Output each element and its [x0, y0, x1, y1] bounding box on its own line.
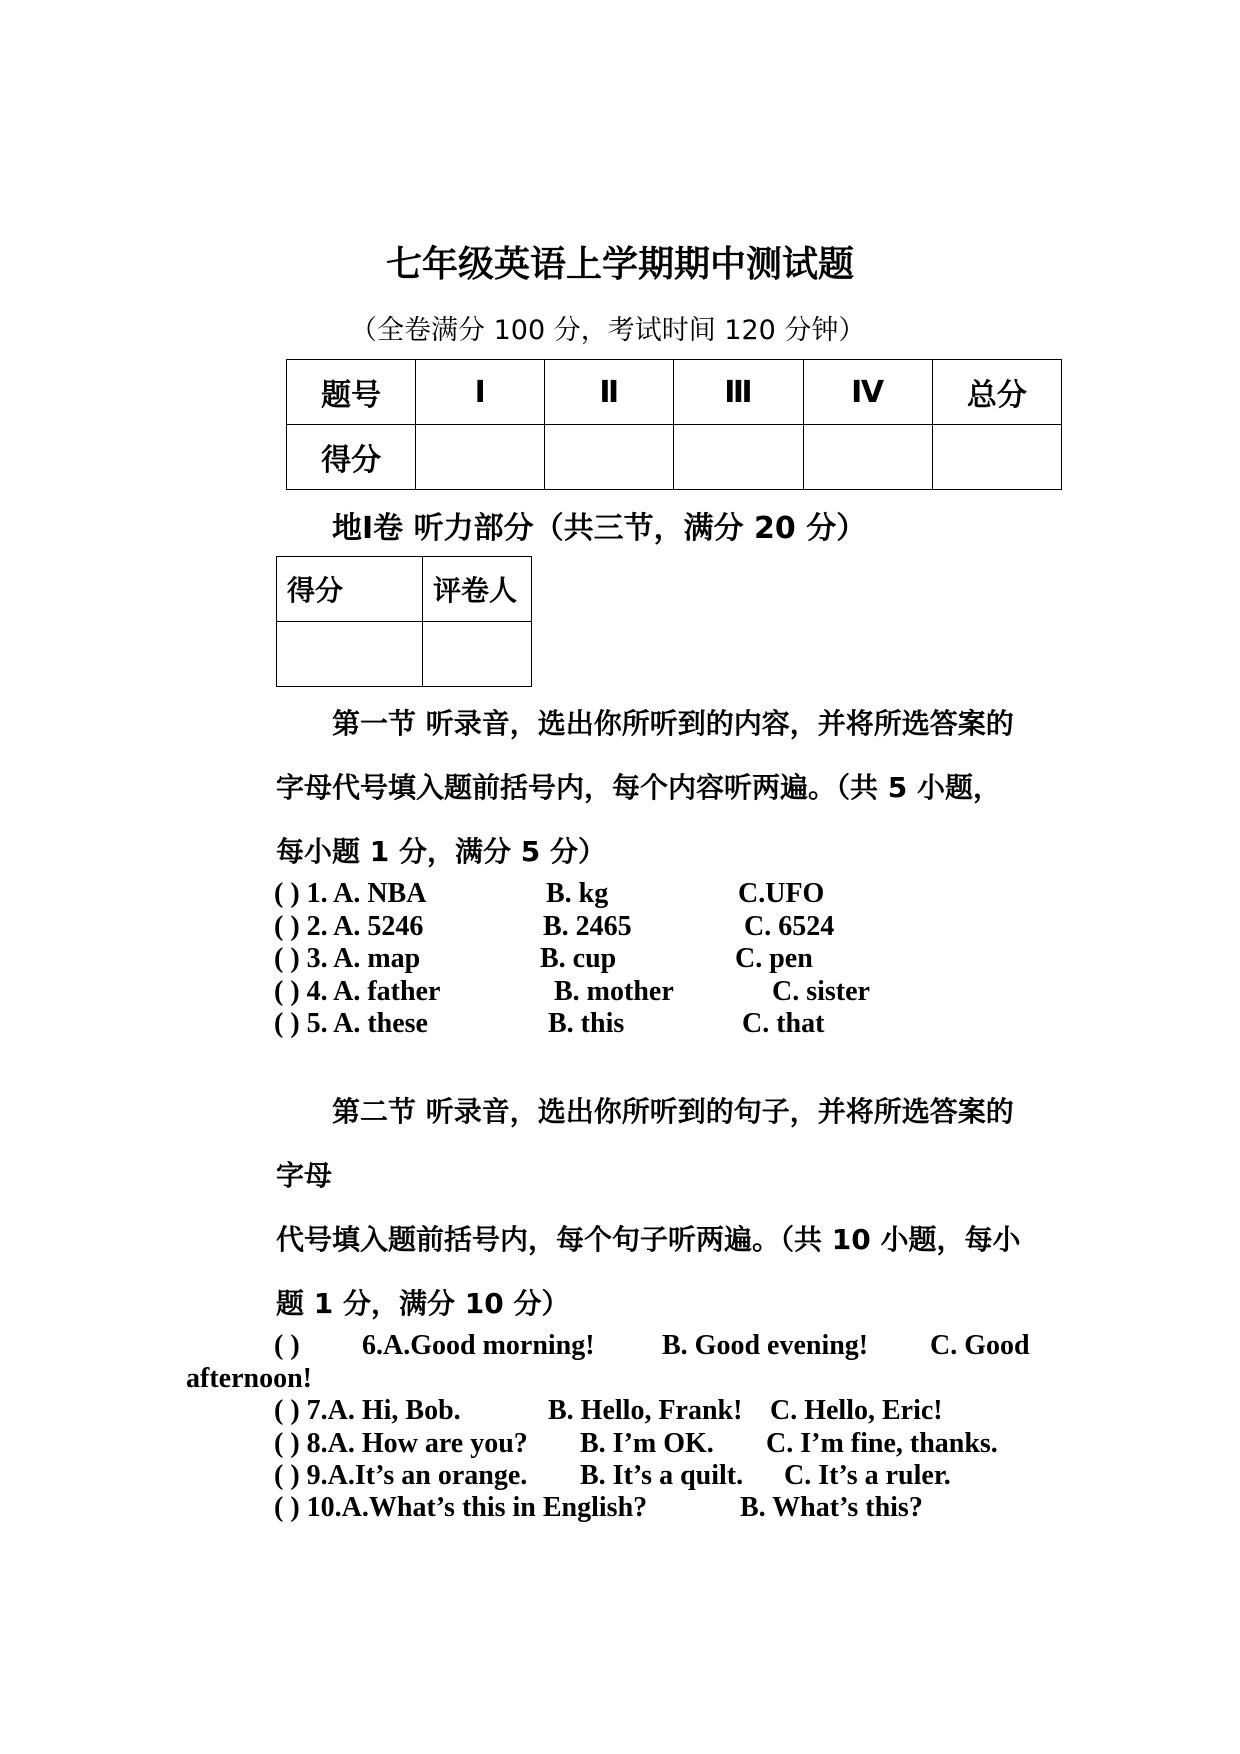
score-table-header-row — [287, 360, 1062, 425]
section2-instruction-line: 题 1 分，满分 10 分） — [276, 1287, 570, 1320]
option-b: B. cup — [540, 943, 617, 974]
option-b: B. Good evening! — [662, 1330, 869, 1361]
option-c: C. 6524 — [744, 911, 835, 942]
question-stem: ( ) 2. A. 5246 — [274, 911, 424, 942]
question-stem: ( ) 4. A. father — [274, 976, 441, 1007]
score-table — [286, 359, 1062, 490]
score-cell[interactable] — [416, 425, 545, 490]
score-table-header-cell: Ⅲ — [674, 360, 803, 425]
score-cell[interactable] — [674, 425, 803, 490]
section2-instruction-line: 代号填入题前括号内，每个句子听两遍。（共 10 小题，每小 — [276, 1223, 1021, 1256]
question-stem: ( ) 9.A.It’s an orange. — [274, 1460, 528, 1491]
grader-score-cell[interactable] — [277, 622, 423, 687]
score-table-header-cell: Ⅳ — [803, 360, 932, 425]
option-c: C. Hello, Eric! — [770, 1395, 943, 1426]
page-subtitle: （全卷满分 100 分，考试时间 120 分钟） — [350, 315, 866, 346]
question-stem: ( ) 3. A. map — [274, 943, 421, 974]
option-c: C. that — [742, 1008, 825, 1039]
score-table-header-cell: Ⅱ — [545, 360, 674, 425]
option-b: B. I’m OK. — [580, 1428, 714, 1459]
section1-instruction-line: 第一节 听录音，选出你所听到的内容，并将所选答案的 — [332, 707, 1014, 740]
question-stem: ( ) 10.A.What’s this in English? — [274, 1492, 648, 1523]
score-table-header-cell: 题号 — [287, 360, 416, 425]
score-table-score-row — [287, 425, 1062, 490]
option-b: B. Hello, Frank! — [548, 1395, 743, 1426]
question-stem: ( ) 7.A. Hi, Bob. — [274, 1395, 461, 1426]
section1-instruction-line: 每小题 1 分，满分 5 分） — [276, 835, 606, 868]
section2-instruction-line: 第二节 听录音，选出你所听到的句子，并将所选答案的 — [332, 1095, 1014, 1128]
question-paren: ( ) — [274, 1330, 300, 1361]
score-table-header-cell: Ⅰ — [416, 360, 545, 425]
grader-table-header-row — [277, 557, 532, 622]
grader-name-cell[interactable] — [423, 622, 532, 687]
option-c: C. It’s a ruler. — [784, 1460, 951, 1491]
question-stem: ( ) 8.A. How are you? — [274, 1428, 528, 1459]
option-b: B. It’s a quilt. — [580, 1460, 744, 1491]
option-b: B. this — [548, 1008, 625, 1039]
option-c: C. sister — [772, 976, 870, 1007]
grader-score-label: 得分 — [277, 557, 423, 622]
score-table-header-cell: 总分 — [932, 360, 1061, 425]
score-cell[interactable] — [932, 425, 1061, 490]
section2-instruction-line: 字母 — [276, 1159, 333, 1192]
score-cell[interactable] — [803, 425, 932, 490]
score-cell[interactable] — [545, 425, 674, 490]
option-c-wrap: afternoon! — [186, 1363, 312, 1394]
question-stem: ( ) 5. A. these — [274, 1008, 428, 1039]
question-stem: ( ) 1. A. NBA — [274, 878, 427, 909]
section1-instruction-line: 字母代号填入题前括号内，每个内容听两遍。（共 5 小题， — [276, 771, 1001, 804]
grader-table-input-row — [277, 622, 532, 687]
page-title: 七年级英语上学期期中测试题 — [385, 244, 854, 285]
option-c: C. pen — [735, 943, 813, 974]
score-table-row-label: 得分 — [287, 425, 416, 490]
option-b: B. 2465 — [543, 911, 632, 942]
question-stem: 6.A.Good morning! — [362, 1330, 595, 1361]
option-c: C. Good — [930, 1330, 1030, 1361]
grader-table — [276, 556, 532, 687]
option-b: B. kg — [546, 878, 609, 909]
part1-heading: 地Ⅰ卷 听力部分（共三节，满分 20 分） — [332, 511, 867, 546]
option-c: C.UFO — [738, 878, 825, 909]
option-c: C. I’m fine, thanks. — [766, 1428, 998, 1459]
option-b: B. mother — [554, 976, 674, 1007]
grader-name-label: 评卷人 — [423, 557, 532, 622]
option-b: B. What’s this? — [740, 1492, 923, 1523]
